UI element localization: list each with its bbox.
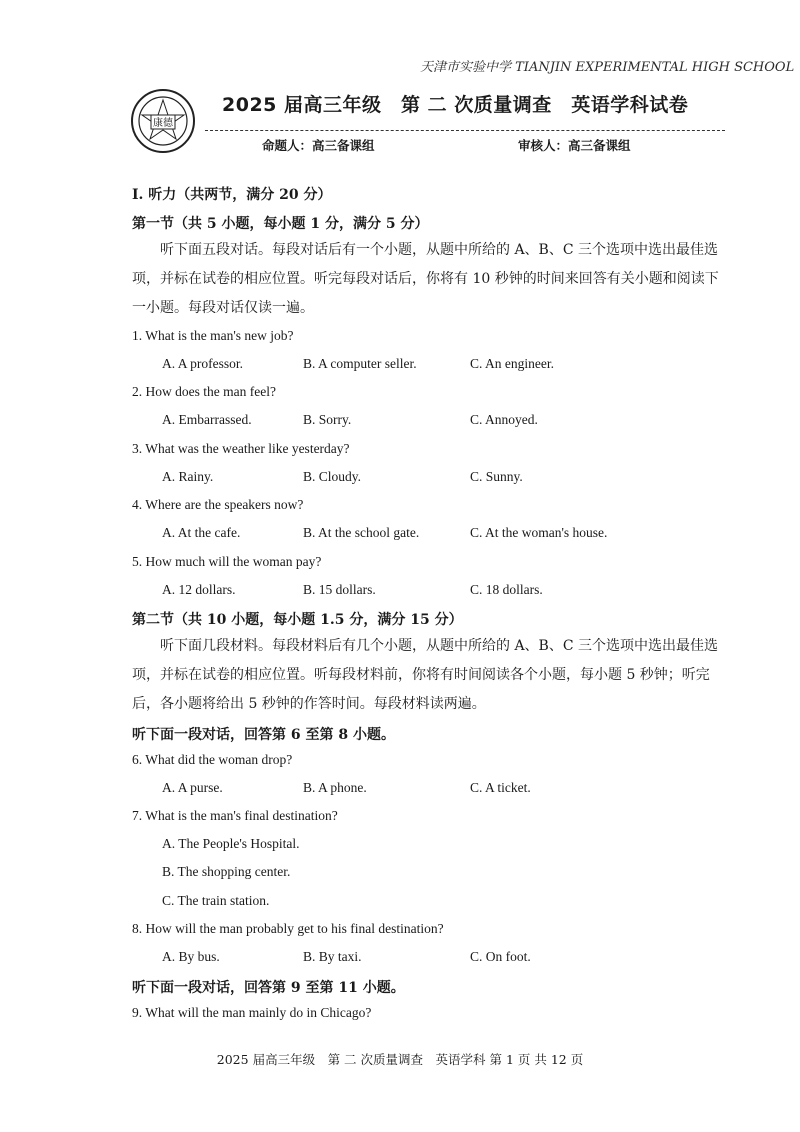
q2-option-b: B. Sorry. [303, 412, 352, 427]
title-divider [205, 130, 725, 131]
section2-heading: 第二节（共 10 小题，每小题 1.5 分，满分 15 分） [132, 612, 463, 628]
section2-instructions: 听下面几段材料。每段材料后有几个小题，从题中所给的 A、B、C 三个选项中选出最佳选项，并标在试卷的相应位置。听每段材料前，你将有时间阅读各个小题，每小题 5 秒钟；听完后，各小题将给出 5 秒钟的作答时间。每段材料读两遍。 [132, 638, 719, 712]
q3-option-a: A. Rainy. [162, 469, 214, 484]
reviewer-label: 审核人：高三备课组 [518, 138, 631, 153]
school-seal-icon [130, 88, 196, 154]
q5-option-a: A. 12 dollars. [162, 582, 236, 597]
question-2: 2. How does the man feel? [132, 384, 276, 399]
school-name: 天津市实验中学 TIANJIN EXPERIMENTAL HIGH SCHOOL [420, 60, 795, 75]
page-footer: 2025 届高三年级 第 二 次质量调查 英语学科 第 1 页 共 12 页 [216, 1052, 584, 1067]
group1-heading: 听下面一段对话，回答第 6 至第 8 小题。 [132, 727, 395, 743]
q7-option-c: C. The train station. [162, 893, 270, 908]
q1-option-a: A. A professor. [162, 356, 243, 371]
q2-option-a: A. Embarrassed. [162, 412, 252, 427]
question-5: 5. How much will the woman pay? [132, 554, 322, 569]
q1-option-b: B. A computer seller. [303, 356, 417, 371]
question-4: 4. Where are the speakers now? [132, 497, 304, 512]
question-6: 6. What did the woman drop? [132, 752, 293, 767]
author-label: 命题人：高三备课组 [262, 138, 375, 153]
q2-option-c: C. Annoyed. [470, 412, 538, 427]
question-8: 8. How will the man probably get to his final destination? [132, 921, 444, 936]
seal-text: 康德 [153, 118, 173, 129]
q1-option-c: C. An engineer. [470, 356, 554, 371]
question-7: 7. What is the man's final destination? [132, 808, 338, 823]
q3-option-b: B. Cloudy. [303, 469, 362, 484]
group2-heading: 听下面一段对话，回答第 9 至第 11 小题。 [132, 980, 405, 996]
q6-option-a: A. A purse. [162, 780, 223, 795]
part1-heading: I. 听力（共两节，满分 20 分） [132, 187, 332, 203]
question-3: 3. What was the weather like yesterday? [132, 441, 350, 456]
q4-option-c: C. At the woman's house. [470, 525, 608, 540]
q6-option-c: C. A ticket. [470, 780, 531, 795]
q4-option-b: B. At the school gate. [303, 525, 420, 540]
q5-option-b: B. 15 dollars. [303, 582, 376, 597]
section1-instructions: 听下面五段对话。每段对话后有一个小题，从题中所给的 A、B、C 三个选项中选出最佳选项，并标在试卷的相应位置。听完每段对话后，你将有 10 秒钟的时间来回答有关小题和阅读下一小题。每段对话仅读一遍。 [132, 242, 719, 316]
section1-heading: 第一节（共 5 小题，每小题 1 分，满分 5 分） [132, 216, 429, 232]
q6-option-b: B. A phone. [303, 780, 367, 795]
page-title: 2025 届高三年级 第 二 次质量调查 英语学科试卷 [222, 94, 689, 116]
q7-option-b: B. The shopping center. [162, 864, 291, 879]
q7-option-a: A. The People's Hospital. [162, 836, 300, 851]
question-1: 1. What is the man's new job? [132, 328, 294, 343]
q8-option-a: A. By bus. [162, 949, 220, 964]
q4-option-a: A. At the cafe. [162, 525, 241, 540]
q8-option-c: C. On foot. [470, 949, 531, 964]
q3-option-c: C. Sunny. [470, 469, 523, 484]
question-9: 9. What will the man mainly do in Chicago? [132, 1005, 372, 1020]
q5-option-c: C. 18 dollars. [470, 582, 543, 597]
q8-option-b: B. By taxi. [303, 949, 362, 964]
